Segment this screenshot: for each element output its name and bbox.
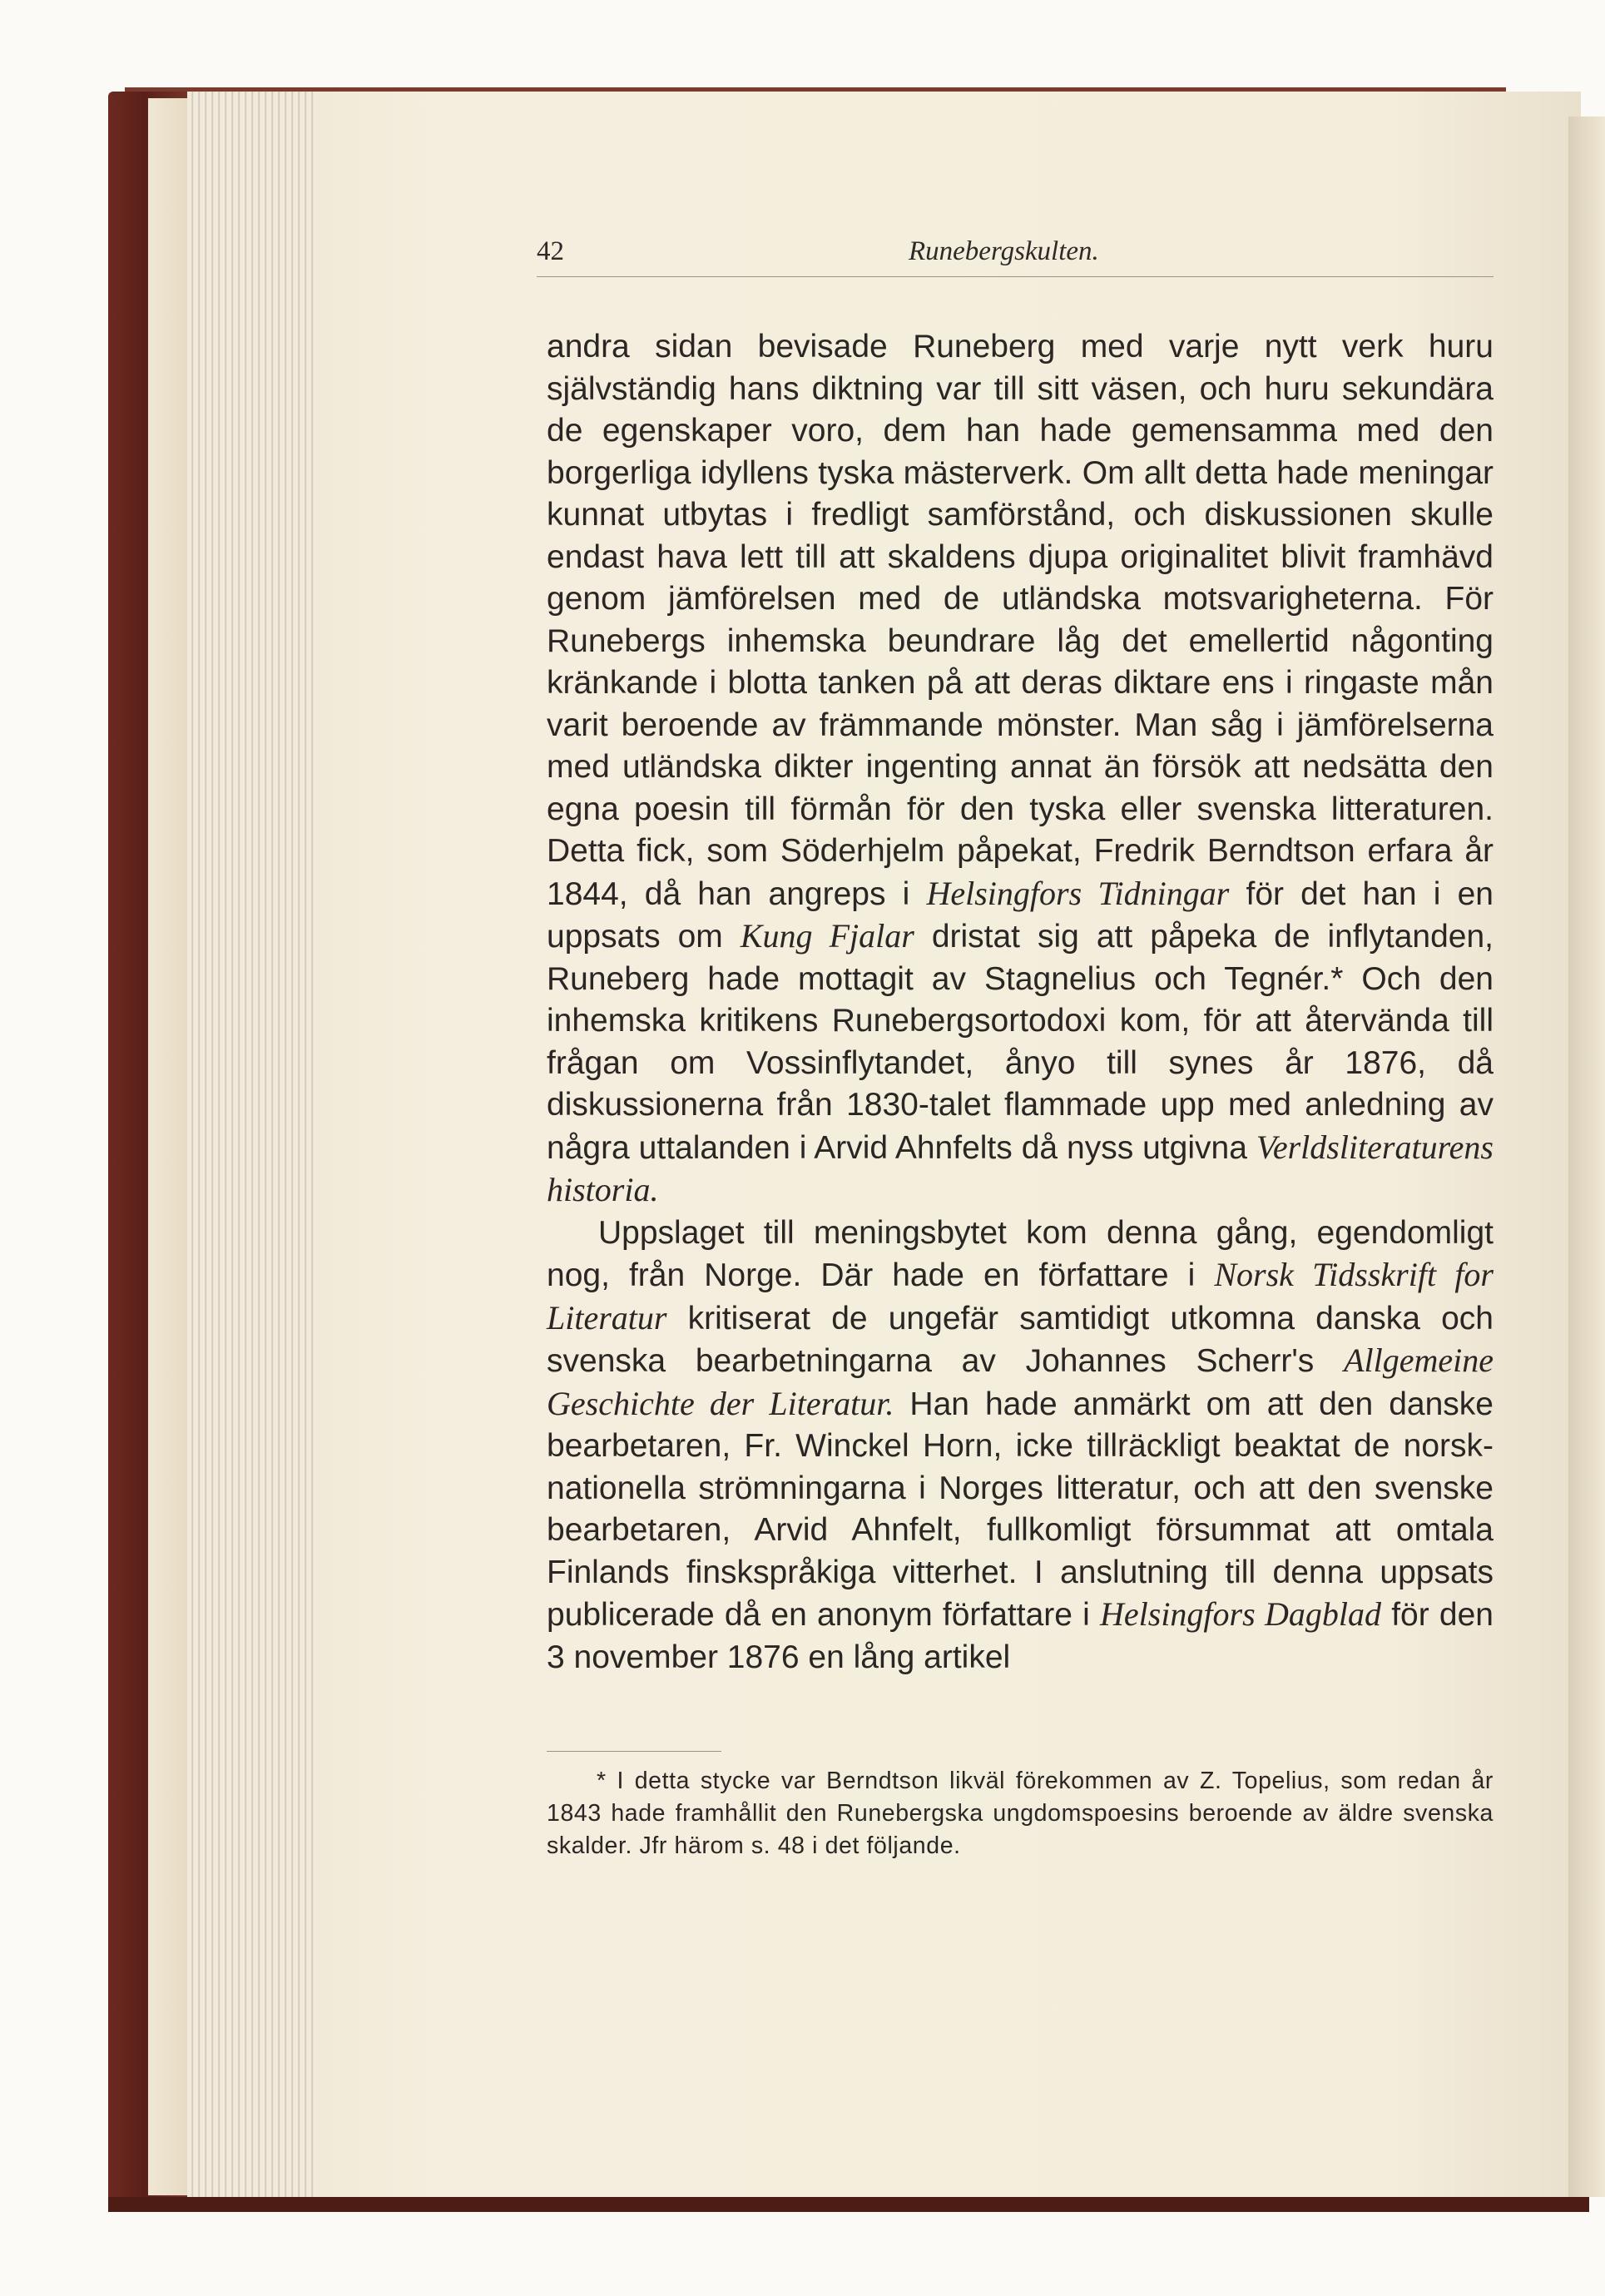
italic-title-text: Helsingfors Dagblad [1100, 1595, 1382, 1633]
italic-title-text: Helsingfors Tidningar [926, 874, 1230, 912]
paragraph-2 [547, 1212, 1494, 1679]
body-text-run: kritiserat de ungefär samtidigt utkomna danska och svenska bearbetningarna av Johannes Scherr's [547, 1300, 1494, 1379]
page-stack-edges [187, 92, 322, 2201]
running-head [537, 233, 1494, 277]
facing-page-edge [1568, 117, 1605, 2197]
body-text-run: för den 3 november 1876 en lång artikel [547, 1597, 1494, 1675]
body-text-run: andra sidan bevisade Runeberg med varje nytt verk huru självständig hans diktning var till sitt väsen, och huru sekundära de egenskaper voro, dem han hade gemensamma med den borgerliga idyllens tyska mästerverk. Om allt detta hade meningar kunnat utbytas i fredligt samförstånd, och diskussionen skulle endast hava lett till att skaldens djupa originalitet blivit framhävd genom jämförelsen med de utländska motsvarigheterna. För Runebergs inhemska beundrare låg det emellertid någonting kränkande i blotta tanken på att deras diktare ens i ringaste mån varit beroende av främmande mönster. Man såg i jämförelserna med utländska dikter ingenting annat än försök att nedsätta den egna poesin till förmån för den tyska eller svenska litteraturen. Detta fick, som Söderhjelm påpekat, Fredrik Berndtson erfara år 1844, då han angreps i [547, 329, 1494, 912]
italic-title-text: Verldsliteraturens historia. [547, 1128, 1494, 1208]
book-cover-bottom-edge [108, 2197, 1589, 2212]
footnote-rule [547, 1751, 721, 1752]
body-text-run: Uppslaget till meningsbytet kom denna gång, egendomligt nog, från Norge. Där hade en författare i [547, 1214, 1494, 1293]
body-text-run: för det han i en uppsats om [547, 875, 1494, 955]
italic-title-text: Kung Fjalar [740, 917, 914, 955]
italic-title-text: Norsk Tidsskrift for Literatur [547, 1256, 1494, 1336]
body-text-run: dristat sig att påpeka de inflytanden, Runeberg hade mottagit av Stagnelius och Tegnér.* Och den inhemska kritikens Runebergsortodoxi kom, för att återvända till frågan om Vossinflytandet, ånyo till synes år 1876, då diskussionerna från 1830-talet flammade upp med anledning av några uttalanden i Arvid Ahnfelts då nyss utgivna [547, 919, 1494, 1166]
footnote: * I detta stycke var Berndtson likväl förekommen av Z. Topelius, som redan år 1843 hade framhållit den Runebergska ungdomspoesins beroende av äldre svenska skalder. Jfr härom s. 48 i det följande. [547, 1768, 1494, 1859]
paragraph-1 [547, 326, 1494, 1212]
body-text-run: Han hade anmärkt om att den danske bearbetaren, Fr. Winckel Horn, icke tillräckligt beaktat de norsk-nationella strömningarna i Norges litteratur, och att den svenske bearbetaren, Arvid Ahnfelt, fullkomligt försummat att omtala Finlands finskspråkiga vitterhet. I anslutning till denna uppsats publicerade då en anonym författare i [547, 1386, 1494, 1633]
italic-title-text: Allgemeine Geschichte der Literatur. [547, 1341, 1494, 1422]
page-number: 42 [537, 236, 564, 266]
running-title: Runebergskulten. [909, 236, 1099, 266]
body-text [547, 326, 1494, 1679]
